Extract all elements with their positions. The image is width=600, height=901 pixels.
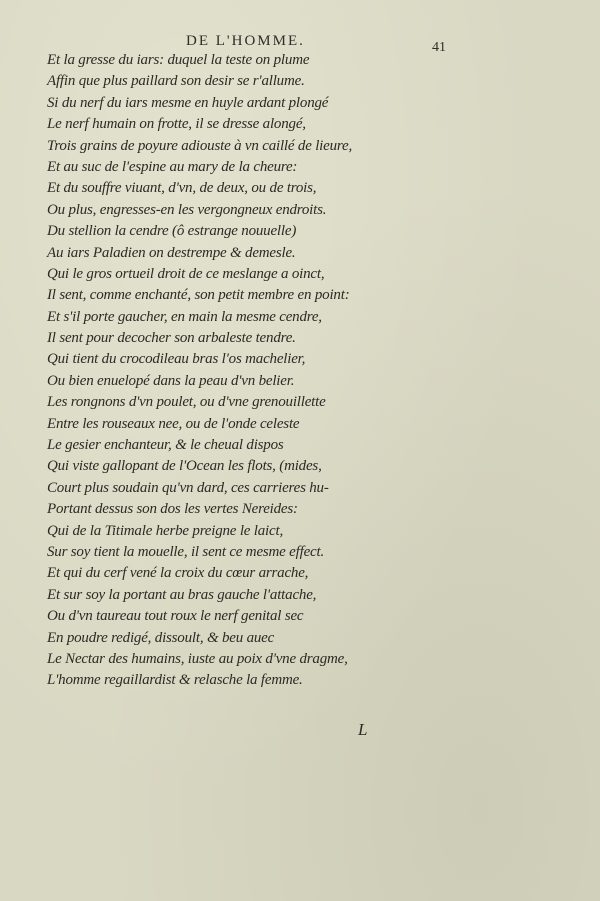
- verse-line: Et au suc de l'espine au mary de la cheure:: [47, 158, 298, 175]
- verse-line: Les rongnons d'vn poulet, ou d'vne grenouillette: [47, 394, 326, 411]
- verse-line: Et s'il porte gaucher, en main la mesme cendre,: [47, 308, 322, 325]
- verse-line: Affin que plus paillard son desir se r'allume.: [47, 73, 305, 90]
- verse-line: Le Nectar des humains, iuste au poix d'vne dragme,: [47, 650, 348, 667]
- verse-line: Court plus soudain qu'vn dard, ces carrieres hu-: [47, 479, 329, 496]
- verse-line: En poudre redigé, dissoult, & beu auec: [47, 629, 275, 646]
- verse-line: Si du nerf du iars mesme en huyle ardant plongé: [47, 94, 329, 111]
- verse-line: Qui tient du crocodileau bras l'os machelier,: [47, 351, 306, 368]
- verse-line: Du stellion la cendre (ô estrange nouuelle): [47, 223, 297, 240]
- verse-line: Au iars Paladien on destrempe & demesle.: [47, 244, 296, 261]
- verse-line: Le nerf humain on frotte, il se dresse alongé,: [47, 116, 306, 133]
- page-number: 41: [432, 40, 446, 55]
- verse-line: Ou bien enuelopé dans la peau d'vn belier.: [47, 372, 295, 389]
- running-title: DE L'HOMME.: [186, 33, 305, 49]
- verse-line: Qui de la Titimale herbe preigne le laict,: [47, 522, 284, 539]
- verse-line: Qui le gros ortueil droit de ce meslange a oinct,: [47, 265, 325, 282]
- verse-line: Le gesier enchanteur, & le cheual dispos: [47, 437, 284, 454]
- verse-line: Entre les rouseaux nee, ou de l'onde celeste: [47, 415, 300, 432]
- verse-line: Et la gresse du iars: duquel la teste on plume: [47, 52, 310, 68]
- verse-line: L'homme regaillardist & relasche la femme.: [47, 672, 303, 689]
- verse-line: Qui viste gallopant de l'Ocean les flots, (mides,: [47, 458, 322, 475]
- verse-line: Et qui du cerf vené la croix du cœur arrache,: [47, 565, 309, 582]
- verse-line: Ou plus, engresses-en les vergongneux endroits.: [47, 201, 327, 218]
- verse-line: Portant dessus son dos les vertes Nereides:: [47, 501, 298, 518]
- verse-line: Et du souffre viuant, d'vn, de deux, ou de trois,: [47, 180, 317, 197]
- verse-block: [47, 50, 387, 692]
- verse-line: Il sent, comme enchanté, son petit membre en point:: [47, 287, 350, 304]
- verse-line: Et sur soy la portant au bras gauche l'attache,: [47, 586, 317, 603]
- catchword: L: [358, 720, 368, 739]
- verse-line: Sur soy tient la mouelle, il sent ce mesme effect.: [47, 543, 324, 560]
- verse-line: Trois grains de poyure adiouste à vn caillé de lieure,: [47, 137, 352, 154]
- verse-line: Ou d'vn taureau tout roux le nerf genital sec: [47, 608, 304, 625]
- verse-line: Il sent pour decocher son arbaleste tendre.: [47, 330, 296, 347]
